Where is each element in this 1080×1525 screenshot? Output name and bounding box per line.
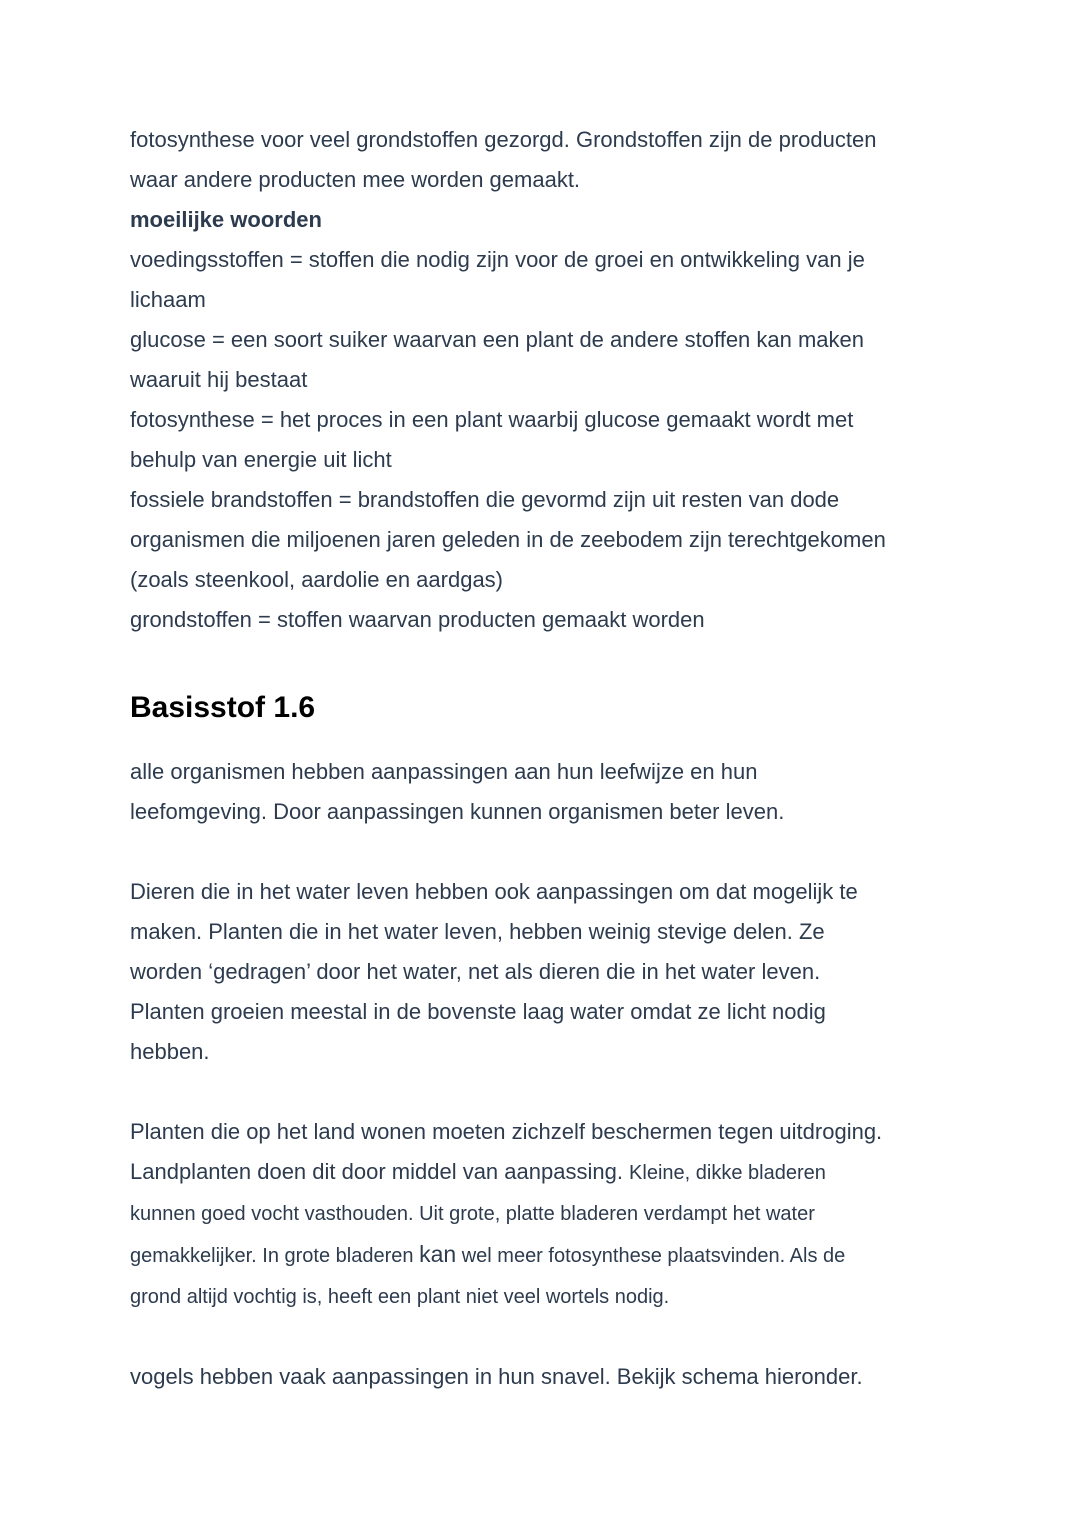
- text-segment: kunnen goed vocht vasthouden. Uit grote, platte bladeren verdampt het water: [130, 1203, 815, 1225]
- text-line: [130, 1276, 960, 1317]
- text-line: [130, 600, 960, 640]
- text-segment: hebben.: [130, 1039, 210, 1064]
- text-line: [130, 320, 960, 360]
- text-segment: (zoals steenkool, aardolie en aardgas): [130, 567, 504, 592]
- blank-line: [130, 832, 960, 872]
- text-segment: wel meer fotosynthese plaatsvinden. Als de: [456, 1245, 846, 1267]
- text-segment: vogels hebben vaak aanpassingen in hun snavel. Bekijk schema hieronder.: [130, 1364, 863, 1389]
- text-line: [130, 872, 960, 912]
- text-line: [130, 280, 960, 320]
- text-segment: glucose = een soort suiker waarvan een plant de andere stoffen kan maken: [130, 327, 865, 352]
- text-line: [130, 952, 960, 992]
- section-heading: Basisstof 1.6: [130, 691, 316, 724]
- text-line: [130, 200, 960, 240]
- text-line: [130, 912, 960, 952]
- blank-line: [130, 1072, 960, 1112]
- text-line: [130, 440, 960, 480]
- text-line: [130, 792, 960, 832]
- text-segment: fossiele brandstoffen = brandstoffen die gevormd zijn uit resten van dode: [130, 487, 840, 512]
- text-line: [130, 360, 960, 400]
- text-line: [130, 160, 960, 200]
- text-segment: Planten groeien meestal in de bovenste laag water omdat ze licht nodig: [130, 999, 826, 1024]
- text-segment: organismen die miljoenen jaren geleden in de zeebodem zijn terechtgekomen: [130, 527, 886, 552]
- text-segment: maken. Planten die in het water leven, hebben weinig stevige delen. Ze: [130, 919, 825, 944]
- text-line: [130, 480, 960, 520]
- text-segment: Kleine, dikke bladeren: [629, 1162, 826, 1184]
- text-line: [130, 992, 960, 1032]
- text-segment: behulp van energie uit licht: [130, 447, 392, 472]
- text-line: [130, 240, 960, 280]
- text-line: [130, 520, 960, 560]
- text-segment: grondstoffen = stoffen waarvan producten gemaakt worden: [130, 607, 705, 632]
- text-segment: waar andere producten mee worden gemaakt.: [130, 167, 581, 192]
- text-segment: Planten die op het land wonen moeten zichzelf beschermen tegen uitdroging.: [130, 1119, 883, 1144]
- text-segment: Dieren die in het water leven hebben ook aanpassingen om dat mogelijk te: [130, 879, 858, 904]
- text-segment: waaruit hij bestaat: [130, 367, 308, 392]
- text-segment: voedingsstoffen = stoffen die nodig zijn voor de groei en ontwikkeling van je: [130, 247, 865, 272]
- text-line: [130, 400, 960, 440]
- text-line: [130, 1357, 960, 1397]
- blank-line: [130, 1317, 960, 1357]
- text-segment: leefomgeving. Door aanpassingen kunnen organismen beter leven.: [130, 799, 785, 824]
- text-segment: alle organismen hebben aanpassingen aan hun leefwijze en hun: [130, 759, 758, 784]
- text-line: [130, 120, 960, 160]
- text-segment: worden ‘gedragen’ door het water, net als dieren die in het water leven.: [130, 959, 821, 984]
- text-line: [130, 1234, 960, 1276]
- text-line: [130, 560, 960, 600]
- text-line: [130, 1193, 960, 1234]
- text-segment: Landplanten doen dit door middel van aanpassing.: [130, 1159, 630, 1184]
- text-segment: fotosynthese voor veel grondstoffen gezorgd. Grondstoffen zijn de producten: [130, 127, 877, 152]
- text-segment: lichaam: [130, 287, 206, 312]
- text-line: [130, 752, 960, 792]
- bold-text-segment: moeilijke woorden: [130, 207, 322, 232]
- text-line: [130, 1032, 960, 1072]
- text-segment: grond altijd vochtig is, heeft een plant niet veel wortels nodig.: [130, 1286, 670, 1308]
- text-segment: kan: [419, 1241, 457, 1267]
- text-line: [130, 1152, 960, 1193]
- text-segment: gemakkelijker. In grote bladeren: [130, 1245, 420, 1267]
- text-line: [130, 1112, 960, 1152]
- text-segment: fotosynthese = het proces in een plant waarbij glucose gemaakt wordt met: [130, 407, 854, 432]
